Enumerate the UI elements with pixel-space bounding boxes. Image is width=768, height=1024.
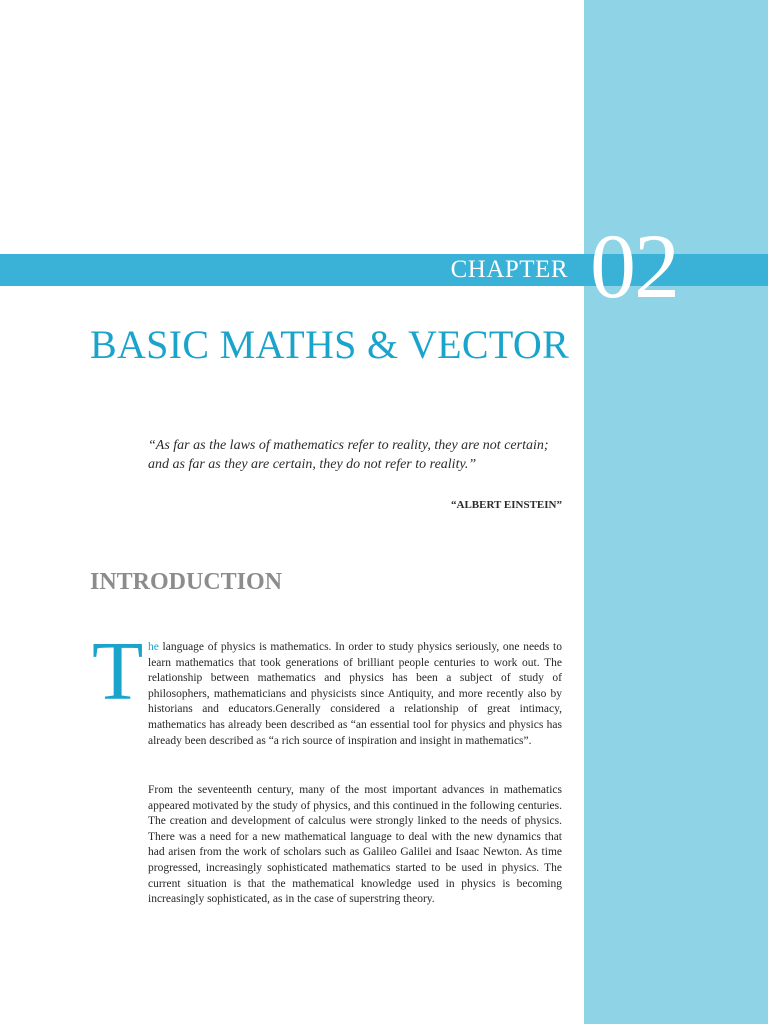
chapter-title: BASIC MATHS & VECTOR bbox=[90, 322, 570, 367]
epigraph-quote: “As far as the laws of mathematics refer to reality, they are not certain; and as far as they are certain, they do not refer to reality.” bbox=[148, 438, 549, 472]
chapter-label: CHAPTER bbox=[450, 256, 568, 283]
section-heading-introduction: INTRODUCTION bbox=[90, 569, 283, 595]
intro-paragraph-1 bbox=[148, 640, 562, 749]
drop-cap: T bbox=[92, 625, 144, 718]
chapter-number: 02 bbox=[590, 215, 678, 317]
intro-paragraph-1-text: language of physics is mathematics. In order to study physics seriously, one needs to learn mathematics that took generations of brilliant people centuries to work out. The relationship between mathematics and physics has been a subject of study of philosophers, mathematicians and physicists since Antiquity, and more recently also by historians and educators.Generally considered a relationship of great intimacy, mathematics has already been described as “an essential tool for physics and physics has already been described as “a rich source of inspiration and insight in mathematics”. bbox=[148, 641, 562, 747]
intro-lead-word: he bbox=[148, 641, 159, 653]
intro-paragraph-2: From the seventeenth century, many of the most important advances in mathematics appeared motivated by the study of physics, and this continued in the following centuries. The creation and development of calculus were strongly linked to the needs of physics. There was a need for a new mathematical language to deal with the new dynamics that had arisen from the work of scholars such as Galileo Galilei and Isaac Newton. As time progressed, increasingly sophisticated mathematics started to be used in physics. The current situation is that the mathematical knowledge used in physics is becoming increasingly sophisticated, as in the case of superstring theory. bbox=[148, 784, 562, 906]
epigraph-author: “ALBERT EINSTEIN” bbox=[451, 499, 562, 511]
side-color-panel bbox=[584, 0, 768, 1024]
